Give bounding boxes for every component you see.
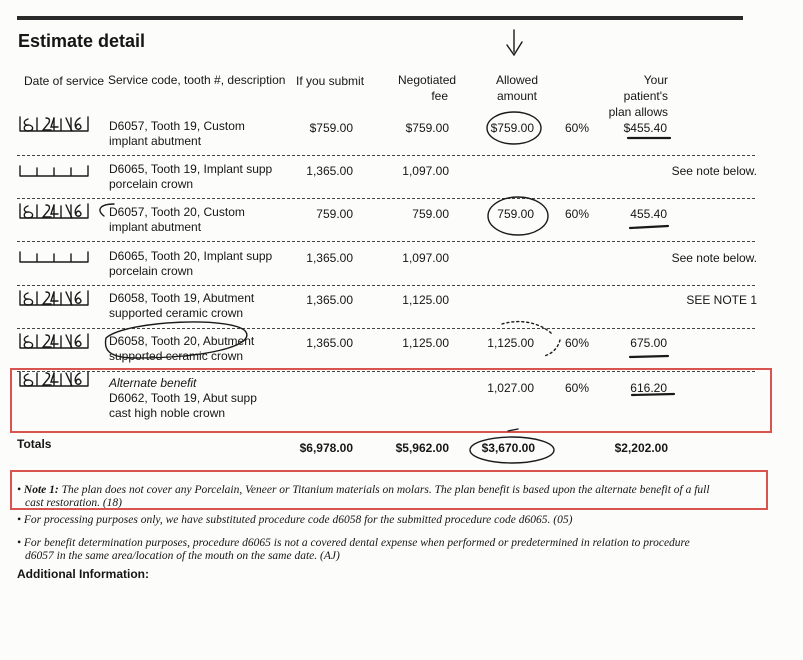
note-2-text: For processing purposes only, we have substituted procedure code d6058 for the submitted procedure code d6065. (05)	[23, 514, 573, 526]
service-line-1: D6058, Tooth 20, Abutment	[109, 334, 255, 348]
submit-amount: 1,365.00	[306, 293, 353, 307]
submit-amount: 1,365.00	[306, 251, 353, 265]
service-line-1: D6057, Tooth 20, Custom	[109, 205, 245, 219]
underline-mark	[630, 356, 668, 357]
service-line-1: D6057, Tooth 19, Custom	[109, 119, 245, 133]
service-line-1: D6065, Tooth 20, Implant supp	[109, 249, 273, 263]
service-line-2: porcelain crown	[109, 177, 194, 191]
header-plan	[598, 72, 668, 120]
coverage-percent: 60%	[565, 207, 590, 221]
note-3	[17, 537, 690, 563]
negotiated-fee: 1,097.00	[402, 251, 449, 265]
service-line-2: supported ceramic crown	[109, 349, 244, 363]
bullet: •	[17, 537, 22, 549]
arrow-down-icon	[507, 30, 522, 55]
coverage-percent: 60%	[565, 381, 590, 395]
header-allowed-line1: Allowed	[496, 73, 539, 87]
submit-amount: 759.00	[316, 207, 353, 221]
row-note: See note below.	[671, 251, 757, 265]
header-submit: If you submit	[296, 74, 365, 88]
submit-amount: 1,365.00	[306, 336, 353, 350]
plan-allows: $455.40	[623, 121, 667, 135]
service-line-2: implant abutment	[109, 134, 202, 148]
header-date: Date of service	[24, 74, 105, 88]
additional-information-heading: Additional Information:	[17, 567, 149, 581]
total-plan-allows: $2,202.00	[614, 441, 668, 455]
top-rule	[17, 16, 743, 20]
plan-allows: 455.40	[630, 207, 667, 221]
alternate-benefit-label: Alternate benefit	[109, 376, 197, 390]
coverage-percent: 60%	[565, 121, 590, 135]
submit-amount: 1,365.00	[306, 164, 353, 178]
date-of-service	[19, 288, 89, 306]
allowed-amount: 759.00	[497, 207, 534, 221]
highlight-box-alternate-benefit	[10, 368, 772, 433]
allowed-amount: 1,027.00	[487, 381, 534, 395]
allowed-amount: 1,125.00	[487, 336, 534, 350]
service-line-2: implant abutment	[109, 220, 202, 234]
header-allowed	[496, 72, 538, 104]
header-plan-line2: plan allows	[608, 105, 668, 119]
service-line-2: porcelain crown	[109, 264, 194, 278]
bullet: •	[17, 514, 22, 526]
note-3-text-cont: d6057 in the same area/location of the mouth on the same date. (AJ)	[25, 550, 340, 562]
page-title: Estimate detail	[18, 31, 146, 51]
header-negotiated	[398, 72, 457, 104]
note-2	[17, 514, 572, 527]
service-line-2: supported ceramic crown	[109, 306, 244, 320]
negotiated-fee: 1,097.00	[402, 164, 449, 178]
date-of-service	[19, 331, 89, 349]
total-allowed: $3,670.00	[481, 441, 535, 455]
date-of-service	[19, 116, 89, 134]
row-divider	[17, 241, 755, 242]
row-divider	[17, 285, 755, 286]
date-of-service	[19, 246, 89, 264]
row-divider	[17, 198, 755, 199]
negotiated-fee: $759.00	[405, 121, 449, 135]
negotiated-fee: 759.00	[412, 207, 449, 221]
row-note: SEE NOTE 1	[686, 293, 757, 307]
negotiated-fee: 1,125.00	[402, 293, 449, 307]
coverage-percent: 60%	[565, 336, 590, 350]
negotiated-fee: 1,125.00	[402, 336, 449, 350]
header-negotiated-line2: fee	[431, 89, 448, 103]
header-allowed-line2: amount	[496, 89, 538, 103]
row-divider	[17, 328, 755, 329]
note-1-text-cont: cast restoration. (18)	[25, 497, 122, 509]
service-line-1: D6065, Tooth 19, Implant supp	[109, 162, 273, 176]
row-divider	[17, 155, 755, 156]
date-of-service	[19, 159, 89, 177]
date-of-service	[19, 202, 89, 220]
underline-mark	[630, 226, 668, 228]
plan-allows: 616.20	[630, 381, 667, 395]
plan-allows: 675.00	[630, 336, 667, 350]
totals-label: Totals	[17, 437, 52, 451]
allowed-amount: $759.00	[490, 121, 534, 135]
service-line-2: cast high noble crown	[109, 406, 226, 420]
note-1-text: The plan does not cover any Porcelain, Veneer or Titanium materials on molars. The plan benefit is based upon the alternate benefit of a full	[58, 484, 710, 496]
submit-amount: $759.00	[309, 121, 353, 135]
header-negotiated-line1: Negotiated	[398, 73, 457, 87]
row-note: See note below.	[671, 164, 757, 178]
header-service: Service code, tooth #, description	[108, 73, 286, 87]
note-1-label: Note 1:	[23, 484, 59, 496]
note-3-text: For benefit determination purposes, procedure d6065 is not a covered dental expense when performed or predetermined in relation to procedure	[23, 537, 690, 549]
highlight-box-note-1	[10, 470, 768, 510]
total-submit: $6,978.00	[299, 441, 353, 455]
bullet: •	[17, 484, 22, 496]
total-negotiated: $5,962.00	[395, 441, 449, 455]
service-line-1: D6062, Tooth 19, Abut supp	[109, 391, 257, 405]
service-line-1: D6058, Tooth 19, Abutment	[109, 291, 255, 305]
header-plan-line1: Your patient's	[623, 73, 668, 103]
